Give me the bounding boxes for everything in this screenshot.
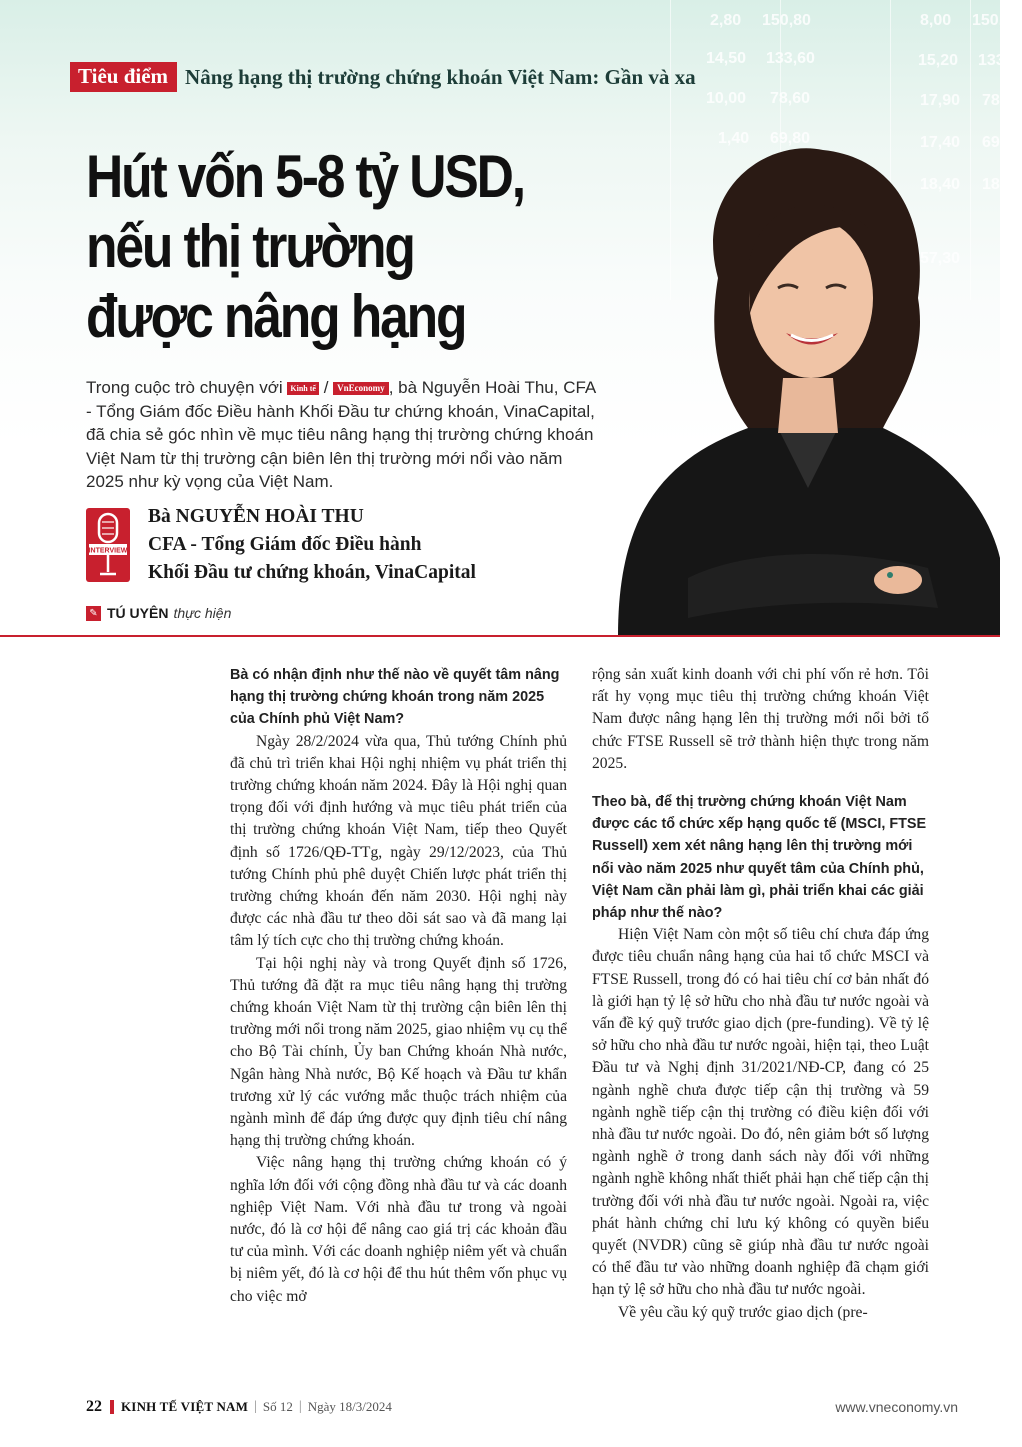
answer-paragraph: Hiện Việt Nam còn một số tiêu chí chưa đáp ứng được tiêu chuẩn nâng hạng của hai tổ chức MSCI và FTSE Russell, trong đó có hai tiêu chí cơ bản nhất đó là giới hạn tỷ lệ sở hữu cho nhà đầu tư nước ngoài và vấn đề ký quỹ trước giao dịch (pre-funding). Về tỷ lệ sở hữu cho nhà đầu tư nước ngoài, hiện tại, theo Luật Đầu tư và Nghị định 31/2021/NĐ-CP, đang có 25 ngành nghề chưa được tiếp cận thị trường và 59 ngành nghề tiếp cận thị trường có điều kiện đối với nhà đầu tư nước ngoài. Do đó, nên giảm bớt số lượng ngành nghề ở trong danh sách này đối với những ngành nghề không nhất thiết phải hạn chế tiếp cận thị trường đối với nhà đầu tư nước ngoài. Ngoài ra, việc phát hành chứng chỉ lưu ký không có quyền biểu quyết (NVDR) cũng sẽ giúp nhà đầu tư nước ngoài có thể đầu tư vào những doanh nghiệp đã chạm giới hạn tỷ lệ sở hữu cho nhà đầu tư nước ngoài. [592,926,929,1299]
ticker-value: 69,80 [770,130,811,147]
section-label: Tiêu điểm [70,62,177,92]
interviewee-title: CFA - Tổng Giám đốc Điều hành [148,534,422,555]
vneconomy-logo: VnEconomy [333,382,389,395]
article-column-right [592,664,929,1324]
page-footer [86,1396,958,1418]
ticker-value: 1,40 [718,130,750,147]
article-column-left [230,664,567,1308]
section-header [70,62,696,92]
footer-separator: | [254,1399,257,1414]
ticker-value: 18,40 [920,176,961,193]
byline-role: thực hiện [173,605,232,621]
headline-line: Hút vốn 5-8 tỷ USD, [86,143,524,210]
ticker-value: 15,20 [918,52,959,69]
ticker-value: 17,90 [920,92,961,109]
section-title: Nâng hạng thị trường chứng khoán Việt Nam: Gần và xa [185,64,696,89]
lead-intro: Trong cuộc trò chuyện với [86,378,283,397]
answer-paragraph: Việc nâng hạng thị trường chứng khoán có ý nghĩa lớn đối với cộng đồng nhà đầu tư và các doanh nghiệp Việt Nam. Với nhà đầu tư trong và ngoài nước, đó là cơ hội để nâng cao giá trị các khoản đầu tư của mình. Với các doanh nghiệp niêm yết và chuẩn bị niêm yết, đó là cơ hội để thu hút thêm vốn phục vụ cho việc mở [230,1154,567,1305]
answer-paragraph: Về yêu cầu ký quỹ trước giao dịch (pre- [618,1303,868,1321]
issue-number: Số 12 [262,1399,293,1414]
article-hero [0,0,1022,636]
publication-name: KINH TẾ VIỆT NAM [121,1399,249,1414]
ticker-value: 17,40 [920,134,961,151]
interviewee-name: Bà NGUYỄN HOÀI THU [148,506,364,527]
microphone-icon [86,508,130,582]
answer-paragraph: Tại hội nghị này và trong Quyết định số 1726, Thủ tướng đã đặt ra mục tiêu nâng hạng thị trường chứng khoán Việt Nam từ thị trường cận biên lên thị trường mới nổi trong năm 2025, giao nhiệm vụ cụ thể cho Bộ Tài chính, Ủy ban Chứng khoán Nhà nước, Ngân hàng Nhà nước, Bộ Kế hoạch và Đầu tư khẩn trương xử lý các vướng mắc thuộc trách nhiệm của ngành mình để đáp ứng được quy định tiêu chí nâng hạng thị trường chứng khoán. [230,954,567,1150]
page-number: 22 [86,1398,102,1415]
lead-body: , bà Nguyễn Hoài Thu, CFA - Tổng Giám đốc Điều hành Khối Đầu tư chứng khoán, VinaCapital, đã chia sẻ góc nhìn về mục tiêu nâng hạng thị trường chứng khoán Việt Nam từ thị trường cận biên lên thị trường mới nổi vào năm 2025 như kỳ vọng của Việt Nam. [86,378,596,491]
answer-paragraph: rộng sản xuất kinh doanh với chi phí vốn rẻ hơn. Tôi rất hy vọng mục tiêu thị trường chứng khoán Việt Nam được nâng hạng lên thị trường mới nổi bởi tổ chức FTSE Russell sẽ trở thành hiện thực trong năm 2025. [592,666,929,772]
ticker-value: 2,80 [710,12,742,29]
byline-author: TÚ UYÊN [107,605,169,621]
ticker-value: 78,60 [770,90,811,107]
lead-slash: / [323,378,329,397]
issue-date: Ngày 18/3/2024 [307,1399,392,1414]
article-lead [86,376,596,494]
footer-separator: | [298,1399,302,1414]
ticker-value: 69 [982,134,1000,151]
ticker-value: 10,00 [706,90,747,107]
website-url: www.vneconomy.vn [835,1399,958,1415]
ticker-value: 150,80 [762,12,811,29]
interviewee-org: Khối Đầu tư chứng khoán, VinaCapital [148,562,476,583]
headline-line: nếu thị trường [86,213,414,280]
ticker-value: 133,60 [766,50,815,67]
question: Bà có nhận định như thế nào về quyết tâm nâng hạng thị trường chứng khoán trong năm 2025 của Chính phủ Việt Nam? [230,667,560,728]
interviewee-portrait [598,128,1000,636]
interview-icon-label: INTERVIEW [88,547,128,555]
interviewee-info [148,503,598,587]
byline [86,605,231,621]
headline-line: được nâng hạng [86,283,466,350]
pen-icon: ✎ [86,606,101,621]
answer-paragraph: Ngày 28/2/2024 vừa qua, Thủ tướng Chính phủ đã chủ trì triển khai Hội nghị nhiệm vụ phát triển thị trường chứng khoán năm 2024. Đây là Hội nghị quan trọng đối với định hướng và mục tiêu phát triển của thị trường chứng khoán Việt Nam, tiếp theo Quyết định số 1726/QĐ-TTg, ngày 29/12/2023, của Thủ tướng Chính phủ phê duyệt Chiến lược phát triển thị trường chứng khoán đến năm 2030. Hội nghị này được các nhà đầu tư theo dõi sát sao và đã mang lại tâm lý tích cực cho thị trường chứng khoán. [230,732,567,950]
article-headline [86,142,550,352]
ticker-value: 133 [978,52,1005,69]
ticker-value: 14,50 [706,50,747,67]
ticker-value: 18,40 [982,176,1022,193]
ticker-value: 8,00 [920,12,952,29]
ticker-value: 78 [982,92,1000,109]
section-divider [0,635,1000,637]
kinh-te-logo: Kinh tế [287,382,319,395]
question: Theo bà, để thị trường chứng khoán Việt Nam được các tổ chức xếp hạng quốc tế (MSCI, FTSE Russell) xem xét nâng hạng lên thị trường mới nổi vào năm 2025 như quyết tâm của Chính phủ, Việt Nam cần phải làm gì, phải triển khai các giải pháp như thế nào? [592,794,927,922]
ticker-value: 150, [972,12,1004,29]
ticker-value: 57,30 [920,250,961,267]
footer-accent-mark [110,1400,114,1414]
